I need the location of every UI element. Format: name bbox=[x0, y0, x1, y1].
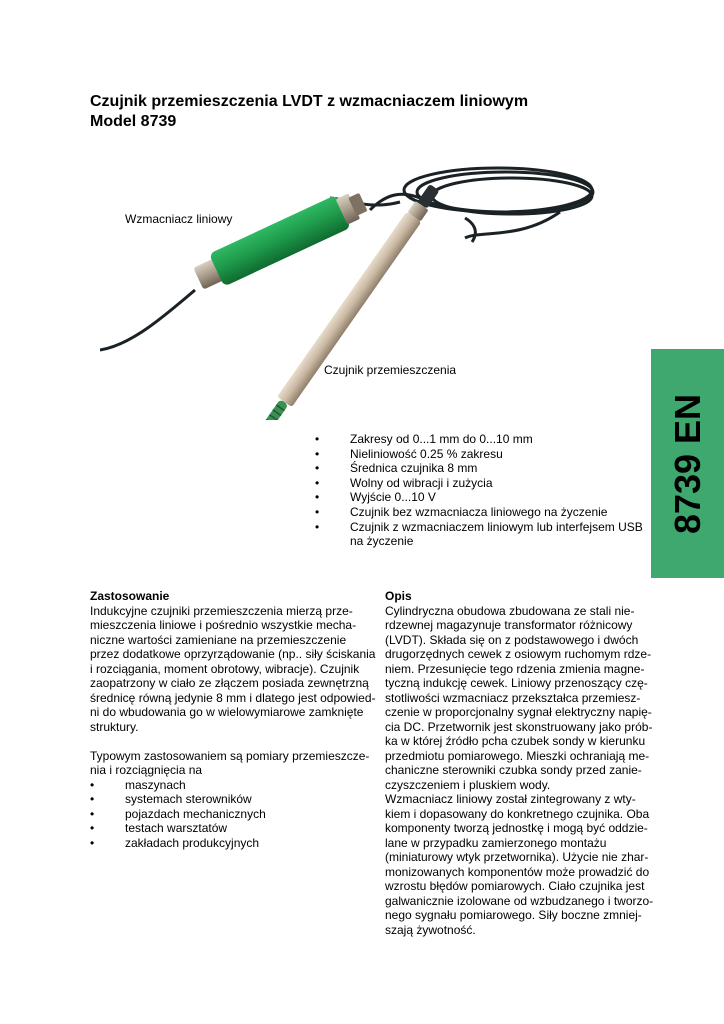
feature-item: • Wolny od wibracji i zużycia bbox=[315, 476, 645, 491]
description-heading: Opis bbox=[385, 589, 412, 603]
usage-item: • zakładach produkcyjnych bbox=[90, 836, 380, 851]
model-side-tab bbox=[651, 349, 724, 578]
usage-item: • pojazdach mechanicznych bbox=[90, 807, 380, 822]
usage-paragraph: Indukcyjne czujniki przemieszczenia mierzą prze- mieszczenia liniowe i pośrednio wszystkie mecha- niczne wartości zamieniane na przemieszczenie przez dodatkowe oprzyrządowanie (np.. siły ściskania i rozciągania, moment obrotowy, wibracje). Czujnik zaopatrzony w ciało ze złączem posiada zewnętrzną średnicę równą jedynie 8 mm i dlatego jest odpowied- ni do wbudowania go w wielowymiarowe zamknięte struktury. bbox=[90, 603, 376, 734]
page-title bbox=[90, 92, 528, 132]
title-line-1: Czujnik przemieszczenia LVDT z wzmacniaczem liniowym bbox=[90, 93, 529, 110]
usage-item: • testach warsztatów bbox=[90, 821, 380, 836]
description-section bbox=[385, 589, 675, 937]
feature-list bbox=[315, 432, 645, 549]
feature-item: • Średnica czujnika 8 mm bbox=[315, 461, 645, 476]
description-paragraph-1: Cylindryczna obudowa zbudowana ze stali nie- rdzewnej magazynuje transformator różnicowy (LVDT). Składa się on z podstawowego i dwóch drugorzędnych cewek z osiowym ruchomym rdze- niem. Przesunięcie tego rdzenia zmienia magne- tyczną indukcję cewek. Liniowy przenoszący czę- stotliwości wzmacniacz przekształca przemiesz- czenie w proporcjonalny sygnał elektryczny napię- cia DC. Przetwornik jest skonstruowany jako prób- ka w której źródło pcha czubek sondy w kierunku przedmiotu pomiarowego. Mieszki ochraniają me- chaniczne sterowniki czubka sondy przed zanie- czyszczeniem i pluskiem wody. bbox=[385, 603, 653, 792]
cable-coil bbox=[330, 168, 593, 238]
usage-section bbox=[90, 589, 380, 850]
feature-item: • Czujnik bez wzmacniacza liniowego na życzenie bbox=[315, 505, 645, 520]
usage-list bbox=[90, 778, 380, 851]
feature-item: • Wyjście 0...10 V bbox=[315, 490, 645, 505]
usage-item: • systemach sterowników bbox=[90, 792, 380, 807]
feature-item: • Nieliniowość 0.25 % zakresu bbox=[315, 447, 645, 462]
amplifier-body bbox=[191, 186, 371, 296]
usage-heading: Zastosowanie bbox=[90, 589, 170, 603]
usage-intro: Typowym zastosowaniem są pomiary przemieszcze- nia i rozciągnięcia na bbox=[90, 748, 370, 777]
feature-item: • Czujnik z wzmacniaczem liniowym lub interfejsem USB na życzenie bbox=[315, 520, 645, 549]
left-cable bbox=[100, 290, 195, 350]
product-photo bbox=[100, 150, 620, 420]
sensor-label: Czujnik przemieszczenia bbox=[324, 363, 457, 377]
feature-item: • Zakresy od 0...1 mm do 0...10 mm bbox=[315, 432, 645, 447]
amplifier-label: Wzmacniacz liniowy bbox=[125, 212, 233, 226]
model-side-tab-text: 8739 EN bbox=[666, 393, 708, 534]
usage-item: • maszynach bbox=[90, 778, 380, 793]
title-line-2: Model 8739 bbox=[90, 113, 177, 130]
description-paragraph-2: Wzmacniacz liniowy został zintegrowany z wty- kiem i dopasowany do konkretnego czujnika. Oba komponenty tworzą jednostkę i mogą być oddzie- lane w przypadku zamierzonego montażu (miniaturowy wtyk przetwornika). Użycie nie zhar- monizowanych komponentów może prowadzić do wzrostu błędów pomiarowych. Ciało czujnika jest galwanicznie izolowane od wzbudzanego i tworzo- nego sygnału pomiarowego. Siły boczne zmniej- szają żywotność. bbox=[385, 792, 654, 937]
